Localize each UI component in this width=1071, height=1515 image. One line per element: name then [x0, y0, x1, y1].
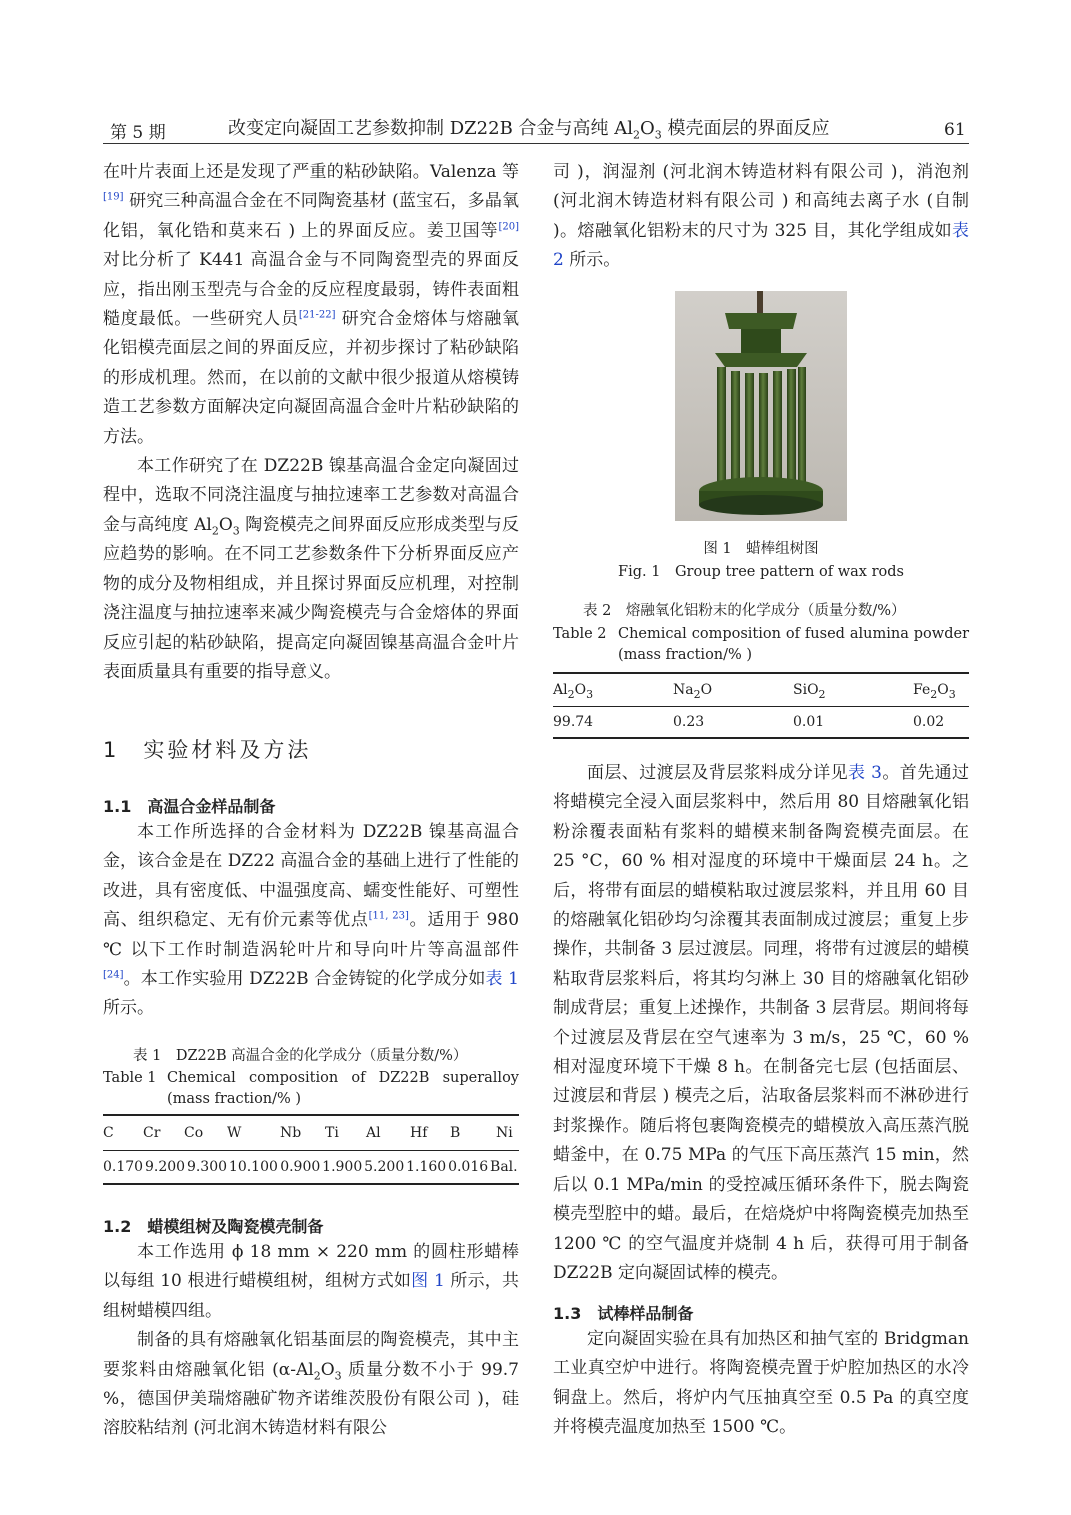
text: SiO — [793, 682, 819, 698]
subscript: 2 — [567, 687, 575, 701]
text: 陶瓷模壳之间界面反应形成类型与反应趋势的影响。在不同工艺参数条件下分析界面反应产物的成分及物相组成，并且探讨界面反应机理，对控制浇注温度与抽拉速率来减少陶瓷模壳与合金熔体的界面反应引起的粘砂缺陷，提高定向凝固镍基高温合金叶片表面质量具有重要的指导意义。 — [103, 514, 519, 682]
table-header-cell — [553, 674, 673, 706]
table2-caption-en-text2: (mass fraction/% ) — [618, 647, 753, 663]
table-header-cell: B — [450, 1125, 461, 1141]
table-cell: 1.160 — [406, 1159, 447, 1175]
text: Fe — [913, 682, 931, 698]
figure-1-caption-cn: 图 1 蜡棒组树图 — [703, 541, 819, 557]
table1-caption-cn: 表 1 DZ22B 高温合金的化学成分（质量分数/%） — [133, 1048, 468, 1064]
text: 本工作选用 ϕ 18 mm × 220 mm 的圆柱形蜡棒以每组 10 根进行蜡模组树，组树方式如 — [103, 1242, 519, 1292]
table-cell: 0.170 — [103, 1159, 144, 1175]
text: O — [700, 682, 713, 698]
subscript: 3 — [948, 687, 956, 701]
issue-number: 第 5 期 — [110, 123, 166, 143]
table-header-cell: W — [227, 1125, 242, 1141]
left-column-2 — [103, 818, 519, 1024]
text: Al — [553, 682, 568, 698]
table-link[interactable]: 表 3 — [847, 763, 883, 783]
subsection-heading-1-1: 1.1 高温合金样品制备 — [103, 797, 276, 816]
table-header-row — [553, 674, 969, 706]
text: 所示，共组树蜡模四组。 — [103, 1271, 519, 1321]
text: 。本工作实验用 DZ22B 合金铸锭的化学成分如 — [123, 969, 486, 990]
running-title-mid: O — [640, 118, 655, 139]
text: 研究合金熔体与熔融氧化铝模壳面层之间的界面反应，并初步探讨了粘砂缺陷的形成机理。然而，在以前的文献中很少报道从熔模铸造工艺参数方面解决定向凝固高温合金叶片粘砂缺陷的方法。 — [103, 309, 520, 447]
subsection-heading-1-3: 1.3 试棒样品制备 — [553, 1304, 694, 1323]
text: 所示。 — [103, 998, 154, 1019]
table-header-cell: C — [103, 1125, 114, 1141]
text: 研究三种高温合金在不同陶瓷基材 (蓝宝石，多晶氧化铝，氧化锆和莫来石 ) 上的界面反应。姜卫国等 — [103, 191, 519, 241]
table1-grid — [103, 1116, 519, 1150]
subsection-heading-1-2: 1.2 蜡模组树及陶瓷模壳制备 — [103, 1217, 324, 1236]
text: O — [320, 1359, 335, 1380]
paragraph — [103, 158, 519, 452]
table1-caption-en-label: Table 1 — [103, 1070, 157, 1086]
text: 在叶片表面上还是发现了严重的粘砂缺陷。Valenza 等 — [103, 162, 519, 182]
text: 本工作所选择的合金材料为 DZ22B 镍基高温合金，该合金是在 DZ22 高温合金的基础上进行了性能的改进，具有密度低、中温强度高、蠕变性能好、可塑性高、组织稳定、无有价元素等优点 — [103, 822, 519, 931]
table-cell: 5.200 — [364, 1159, 405, 1175]
paragraph — [553, 158, 969, 276]
subscript: 3 — [586, 687, 594, 701]
table-header-cell — [793, 674, 913, 706]
table2-caption-en-label: Table 2 — [553, 626, 607, 642]
table-header-cell: Nb — [280, 1125, 302, 1141]
table-cell: 0.02 — [913, 714, 945, 730]
paragraph — [103, 1326, 519, 1444]
table2-grid — [553, 674, 969, 706]
subscript: 3 — [232, 524, 240, 538]
figure-1-photo — [675, 291, 847, 521]
citation-link[interactable]: [24] — [103, 969, 124, 981]
table-cell: 0.016 — [448, 1159, 489, 1175]
table-cell: Bal. — [490, 1159, 518, 1175]
text: O — [218, 514, 233, 535]
left-column — [103, 158, 519, 687]
table-cell: 9.200 — [144, 1159, 186, 1175]
left-column-3 — [103, 1238, 519, 1444]
table-row — [103, 1151, 519, 1183]
text: 所示。 — [563, 250, 621, 271]
table-cell: 99.74 — [553, 714, 594, 730]
table-cell: 9.300 — [186, 1159, 228, 1175]
table-row — [553, 707, 969, 737]
running-title — [228, 114, 830, 140]
text: 面层、过渡层及背层浆料成分详见 — [587, 763, 848, 783]
table-header-cell: Hf — [410, 1125, 428, 1141]
table-cell: 0.23 — [673, 714, 705, 730]
subscript: 2 — [818, 687, 826, 701]
paragraph — [553, 759, 969, 1288]
text: 。适用于 980 ℃ 以下工作时制造涡轮叶片和导向叶片等高温部件 — [103, 910, 520, 960]
table1-caption-en-text: Chemical composition of DZ22B superalloy (mass fraction/% ) — [167, 1070, 519, 1107]
paragraph — [103, 452, 519, 687]
table-header-cell: Co — [184, 1125, 204, 1141]
right-column-2 — [553, 759, 969, 1288]
text: 对比分析了 K441 高温合金与不同陶瓷型壳的界面反应，指出刚玉型壳与合金的反应程度最弱，铸件表面粗糙度最低。一些研究人员 — [103, 250, 519, 330]
table2-caption-en-text1: Chemical composition of fused alumina powder — [618, 626, 969, 642]
subscript: 2 — [633, 128, 640, 142]
subscript: 3 — [654, 128, 662, 142]
table-link[interactable]: 表 1 — [485, 969, 519, 990]
table2-caption-cn: 表 2 熔融氧化铝粉末的化学成分（质量分数/%） — [583, 603, 906, 619]
right-column-3 — [553, 1325, 969, 1443]
table1 — [103, 1114, 519, 1185]
header-rule — [103, 143, 969, 144]
citation-link[interactable]: [20] — [498, 221, 519, 233]
table-header-row — [103, 1116, 519, 1150]
table-bottom-rule — [103, 1183, 519, 1185]
text: 司 )，润湿剂 (河北润木铸造材料有限公司 )，消泡剂 (河北润木铸造材料有限公司 ) 和高纯去离子水 (自制 )。熔融氧化铝粉末的尺寸为 325 目，其化学组成如 — [553, 162, 969, 241]
right-column — [553, 158, 969, 276]
table-header-cell — [913, 674, 969, 706]
text: 本工作研究了在 DZ22B 镍基高温合金定向凝固过程中，选取不同浇注温度与抽拉速率工艺参数对高温合金与高纯度 Al — [103, 456, 519, 535]
section-heading-1: 1 实验材料及方法 — [103, 738, 312, 762]
text: 制备的具有熔融氧化铝基面层的陶瓷模壳，其中主要浆料由熔融氧化铝 (α-Al — [103, 1330, 519, 1380]
table2-values — [553, 707, 969, 737]
subscript: 2 — [211, 524, 219, 538]
table2 — [553, 672, 969, 739]
table-header-cell: Al — [366, 1125, 381, 1141]
citation-link[interactable]: [19] — [103, 191, 124, 203]
paragraph: 定向凝固实验在具有加热区和抽气室的 Bridgman 工业真空炉中进行。将陶瓷模壳置于炉腔加热区的水冷铜盘上。然后，将炉内气压抽真空至 0.5 Pa 的真空度并将模壳温度加热至 1500 ℃。 — [553, 1329, 969, 1438]
wax-tree-image — [675, 291, 847, 521]
table-link[interactable]: 表 2 — [553, 220, 969, 271]
table-cell: 1.900 — [322, 1159, 363, 1175]
paragraph — [103, 1238, 519, 1326]
subscript: 2 — [693, 687, 701, 701]
text: 质量分数不小于 99.7 %，德国伊美瑞熔融矿物齐诺维茨股份有限公司 )，硅溶胶粘结剂 (河北润木铸造材料有限公 — [103, 1359, 519, 1439]
figure-1-caption-en: Fig. 1 Group tree pattern of wax rods — [618, 564, 904, 580]
figure-link[interactable]: 图 1 — [411, 1271, 445, 1292]
citation-link[interactable]: [21-22] — [298, 309, 336, 321]
paragraph — [103, 818, 519, 1024]
subscript: 2 — [930, 687, 938, 701]
running-title-post: 模壳面层的界面反应 — [661, 118, 830, 139]
table-bottom-rule — [553, 737, 969, 739]
text: Na — [673, 682, 694, 698]
table-header-cell: Ti — [325, 1125, 339, 1141]
table-cell: 0.900 — [280, 1159, 321, 1175]
table-header-cell: Cr — [143, 1125, 161, 1141]
text: 。首先通过将蜡模完全浸入面层浆料中，然后用 80 目熔融氧化铝粉涂覆表面粘有浆料的蜡模来制备陶瓷模壳面层。在 25 °C，60 % 相对湿度的环境中干燥面层 24 h。之后，将带有面层的蜡模粘取过渡层浆料，并且用 60 目的熔融氧化铝砂均匀涂覆其表面制成过渡层；重复上步操作，共制备 3 层过渡层。同理，将带有过渡层的蜡模粘取背层浆料后，将其均匀淋上 30 目的熔融氧化铝砂制成背层；重复上述操作，共制备 3 层背层。期间将每个过渡层及背层在空气速率为 3 m/s，25 ℃，60 % 相对湿度环境下干燥 8 h。在制备完七层 (包括面层、过渡层和背层 ) 模壳之后，沾取备层浆料而不淋砂进行封浆操作。随后将包裹陶瓷模壳的蜡模放入高压蒸汽脱蜡釜中，在 0.75 MPa 的气压下高压蒸汽 15 min，然后以 0.1 MPa/min 的受控减压循环条件下，脱去陶瓷模壳型腔中的蜡。最后，在焙烧炉中将陶瓷模壳加热至 1200 ℃ 的空气温度并烧制 4 h 后，获得可用于制备 DZ22B 定向凝固试棒的模壳。 — [553, 763, 970, 1283]
subscript: 3 — [334, 1369, 342, 1383]
page-number: 61 — [944, 120, 966, 140]
table-header-cell — [673, 674, 793, 706]
citation-link[interactable]: [11, 23] — [368, 910, 409, 922]
running-title-pre: 改变定向凝固工艺参数抑制 DZ22B 合金与高纯 Al — [228, 118, 633, 139]
table-header-cell: Ni — [496, 1125, 513, 1141]
table-cell: 10.100 — [228, 1159, 278, 1175]
table1-values — [103, 1151, 519, 1183]
table-cell: 0.01 — [793, 714, 825, 730]
subscript: 2 — [313, 1369, 321, 1383]
text: O — [574, 682, 587, 698]
text: O — [937, 682, 949, 698]
